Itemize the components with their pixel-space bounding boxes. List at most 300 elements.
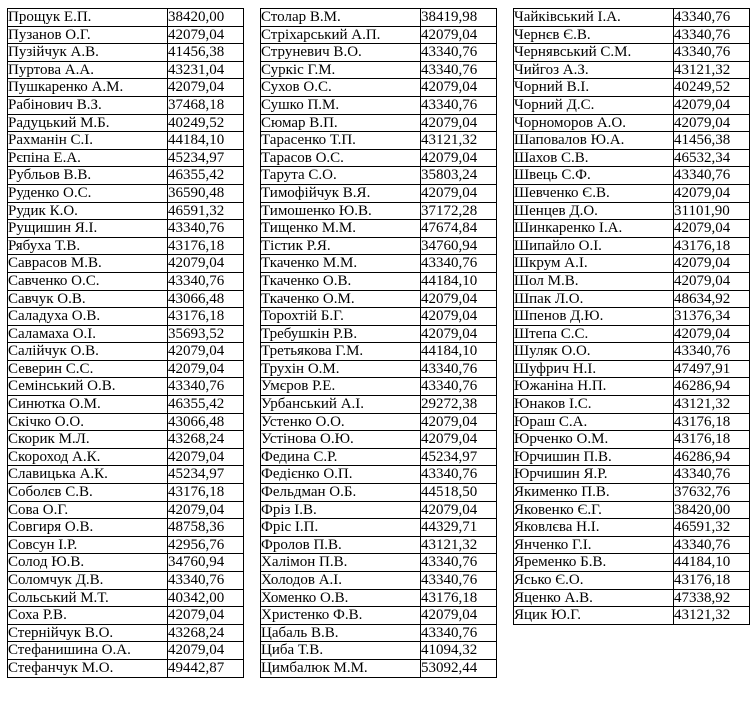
amount-cell: 41456,38 xyxy=(674,132,750,150)
table-row xyxy=(514,466,750,484)
amount-cell: 42079,04 xyxy=(674,114,750,132)
amount-cell: 46355,42 xyxy=(168,167,244,185)
table-row xyxy=(261,255,497,273)
table-row xyxy=(261,308,497,326)
amount-cell: 47674,84 xyxy=(421,220,497,238)
amount-cell: 44184,10 xyxy=(421,272,497,290)
salary-table-middle xyxy=(260,8,497,678)
person-name-cell: Фріз І.В. xyxy=(261,501,421,519)
amount-cell: 43176,18 xyxy=(168,484,244,502)
amount-cell: 42079,04 xyxy=(421,184,497,202)
table-row xyxy=(514,255,750,273)
amount-cell: 42079,04 xyxy=(421,325,497,343)
person-name-cell: Рудик К.О. xyxy=(8,202,168,220)
amount-cell: 42079,04 xyxy=(168,26,244,44)
amount-cell: 46286,94 xyxy=(674,378,750,396)
person-name-cell: Урбанський А.І. xyxy=(261,396,421,414)
table-row xyxy=(514,448,750,466)
person-name-cell: Стернійчук В.О. xyxy=(8,624,168,642)
table-row xyxy=(261,624,497,642)
person-name-cell: Саламаха О.І. xyxy=(8,325,168,343)
salary-table-middle-body xyxy=(261,9,497,678)
amount-cell: 42079,04 xyxy=(168,448,244,466)
salary-table-right xyxy=(513,8,750,625)
amount-cell: 42079,04 xyxy=(421,114,497,132)
table-row xyxy=(8,589,244,607)
amount-cell: 47497,91 xyxy=(674,360,750,378)
person-name-cell: Холодов А.І. xyxy=(261,572,421,590)
amount-cell: 35693,52 xyxy=(168,325,244,343)
table-row xyxy=(8,79,244,97)
person-name-cell: Чернєв Є.В. xyxy=(514,26,674,44)
amount-cell: 43176,18 xyxy=(168,308,244,326)
person-name-cell: Яковенко Є.Г. xyxy=(514,501,674,519)
amount-cell: 31101,90 xyxy=(674,202,750,220)
person-name-cell: Скічко О.О. xyxy=(8,413,168,431)
amount-cell: 42079,04 xyxy=(421,607,497,625)
table-row xyxy=(261,96,497,114)
person-name-cell: Шкрум А.І. xyxy=(514,255,674,273)
amount-cell: 42079,04 xyxy=(421,308,497,326)
amount-cell: 42079,04 xyxy=(421,413,497,431)
amount-cell: 42079,04 xyxy=(421,501,497,519)
amount-cell: 43340,76 xyxy=(421,44,497,62)
amount-cell: 45234,97 xyxy=(421,448,497,466)
table-row xyxy=(8,44,244,62)
amount-cell: 43176,18 xyxy=(674,237,750,255)
table-row xyxy=(261,519,497,537)
amount-cell: 43340,76 xyxy=(168,272,244,290)
amount-cell: 42079,04 xyxy=(168,79,244,97)
amount-cell: 43231,04 xyxy=(168,61,244,79)
table-row xyxy=(8,642,244,660)
person-name-cell: Сухов О.С. xyxy=(261,79,421,97)
amount-cell: 42079,04 xyxy=(168,607,244,625)
amount-cell: 40342,00 xyxy=(168,589,244,607)
amount-cell: 42956,76 xyxy=(168,536,244,554)
table-row xyxy=(8,448,244,466)
table-row xyxy=(514,484,750,502)
table-row xyxy=(514,9,750,27)
person-name-cell: Соломчук Д.В. xyxy=(8,572,168,590)
table-row xyxy=(261,607,497,625)
table-row xyxy=(261,554,497,572)
person-name-cell: Сова О.Г. xyxy=(8,501,168,519)
table-row xyxy=(8,501,244,519)
table-row xyxy=(8,290,244,308)
person-name-cell: Пуртова А.А. xyxy=(8,61,168,79)
amount-cell: 43340,76 xyxy=(421,255,497,273)
person-name-cell: Саладуха О.В. xyxy=(8,308,168,326)
amount-cell: 53092,44 xyxy=(421,659,497,677)
table-row xyxy=(514,132,750,150)
table-row xyxy=(261,448,497,466)
amount-cell: 43340,76 xyxy=(674,9,750,27)
table-row xyxy=(514,378,750,396)
table-row xyxy=(261,396,497,414)
person-name-cell: Рахманін С.І. xyxy=(8,132,168,150)
person-name-cell: Шевченко Є.В. xyxy=(514,184,674,202)
person-name-cell: Суркіс Г.М. xyxy=(261,61,421,79)
amount-cell: 43121,32 xyxy=(674,61,750,79)
person-name-cell: Христенко Ф.В. xyxy=(261,607,421,625)
table-row xyxy=(261,114,497,132)
amount-cell: 38420,00 xyxy=(168,9,244,27)
table-row xyxy=(8,466,244,484)
amount-cell: 44184,10 xyxy=(421,343,497,361)
amount-cell: 43176,18 xyxy=(168,237,244,255)
person-name-cell: Сюмар В.П. xyxy=(261,114,421,132)
person-name-cell: Радуцький М.Б. xyxy=(8,114,168,132)
table-row xyxy=(514,26,750,44)
amount-cell: 42079,04 xyxy=(168,343,244,361)
person-name-cell: Северин С.С. xyxy=(8,360,168,378)
amount-cell: 44184,10 xyxy=(674,554,750,572)
amount-cell: 37172,28 xyxy=(421,202,497,220)
person-name-cell: Ткаченко О.В. xyxy=(261,272,421,290)
person-name-cell: Чернявський С.М. xyxy=(514,44,674,62)
table-row xyxy=(8,343,244,361)
table-row xyxy=(8,413,244,431)
amount-cell: 38420,00 xyxy=(674,501,750,519)
amount-cell: 38419,98 xyxy=(421,9,497,27)
person-name-cell: Стефанишина О.А. xyxy=(8,642,168,660)
person-name-cell: Чорний Д.С. xyxy=(514,96,674,114)
table-row xyxy=(261,79,497,97)
amount-cell: 43340,76 xyxy=(421,624,497,642)
amount-cell: 42079,04 xyxy=(168,255,244,273)
person-name-cell: Шинкаренко І.А. xyxy=(514,220,674,238)
person-name-cell: Стефанчук М.О. xyxy=(8,659,168,677)
table-row xyxy=(8,659,244,677)
table-row xyxy=(261,132,497,150)
person-name-cell: Штепа С.С. xyxy=(514,325,674,343)
person-name-cell: Устенко О.О. xyxy=(261,413,421,431)
amount-cell: 43121,32 xyxy=(421,536,497,554)
person-name-cell: Яременко Б.В. xyxy=(514,554,674,572)
person-name-cell: Шаповалов Ю.А. xyxy=(514,132,674,150)
table-row xyxy=(514,308,750,326)
table-row xyxy=(261,378,497,396)
amount-cell: 42079,04 xyxy=(421,26,497,44)
table-row xyxy=(261,44,497,62)
person-name-cell: Пушкаренко А.М. xyxy=(8,79,168,97)
amount-cell: 41094,32 xyxy=(421,642,497,660)
amount-cell: 42079,04 xyxy=(168,360,244,378)
person-name-cell: Юрчишин Я.Р. xyxy=(514,466,674,484)
person-name-cell: Сушко П.М. xyxy=(261,96,421,114)
person-name-cell: Чийгоз А.З. xyxy=(514,61,674,79)
table-row xyxy=(8,9,244,27)
amount-cell: 43066,48 xyxy=(168,290,244,308)
person-name-cell: Славицька А.К. xyxy=(8,466,168,484)
person-name-cell: Хоменко О.В. xyxy=(261,589,421,607)
person-name-cell: Саврасов М.В. xyxy=(8,255,168,273)
person-name-cell: Совсун І.Р. xyxy=(8,536,168,554)
table-row xyxy=(8,61,244,79)
table-row xyxy=(261,589,497,607)
table-row xyxy=(261,466,497,484)
person-name-cell: Стріхарський А.П. xyxy=(261,26,421,44)
amount-cell: 43340,76 xyxy=(674,26,750,44)
salary-table-left-body xyxy=(8,9,244,678)
amount-cell: 36590,48 xyxy=(168,184,244,202)
table-row xyxy=(8,624,244,642)
person-name-cell: Юрченко О.М. xyxy=(514,431,674,449)
amount-cell: 43340,76 xyxy=(421,466,497,484)
amount-cell: 45234,97 xyxy=(168,149,244,167)
amount-cell: 40249,52 xyxy=(674,79,750,97)
table-row xyxy=(261,220,497,238)
table-row xyxy=(8,237,244,255)
table-row xyxy=(8,431,244,449)
table-row xyxy=(514,343,750,361)
table-row xyxy=(261,61,497,79)
amount-cell: 48758,36 xyxy=(168,519,244,537)
person-name-cell: Тимошенко Ю.В. xyxy=(261,202,421,220)
person-name-cell: Рубльов В.В. xyxy=(8,167,168,185)
amount-cell: 42079,04 xyxy=(421,290,497,308)
person-name-cell: Сольський М.Т. xyxy=(8,589,168,607)
person-name-cell: Соха Р.В. xyxy=(8,607,168,625)
person-name-cell: Шенцев Д.О. xyxy=(514,202,674,220)
person-name-cell: Чорний В.І. xyxy=(514,79,674,97)
amount-cell: 43121,32 xyxy=(674,396,750,414)
table-row xyxy=(514,96,750,114)
amount-cell: 47338,92 xyxy=(674,589,750,607)
table-row xyxy=(514,360,750,378)
person-name-cell: Шипайло О.І. xyxy=(514,237,674,255)
amount-cell: 40249,52 xyxy=(168,114,244,132)
person-name-cell: Швець С.Ф. xyxy=(514,167,674,185)
table-row xyxy=(261,501,497,519)
table-row xyxy=(514,167,750,185)
person-name-cell: Фролов П.В. xyxy=(261,536,421,554)
amount-cell: 43268,24 xyxy=(168,624,244,642)
amount-cell: 46591,32 xyxy=(168,202,244,220)
table-row xyxy=(514,589,750,607)
amount-cell: 44184,10 xyxy=(168,132,244,150)
person-name-cell: Фельдман О.Б. xyxy=(261,484,421,502)
table-row xyxy=(261,26,497,44)
person-name-cell: Трухін О.М. xyxy=(261,360,421,378)
person-name-cell: Цимбалюк М.М. xyxy=(261,659,421,677)
salary-table-left xyxy=(7,8,244,678)
amount-cell: 42079,04 xyxy=(168,642,244,660)
amount-cell: 43340,76 xyxy=(168,378,244,396)
amount-cell: 43340,76 xyxy=(674,536,750,554)
amount-cell: 46591,32 xyxy=(674,519,750,537)
table-row xyxy=(261,202,497,220)
person-name-cell: Яценко А.В. xyxy=(514,589,674,607)
person-name-cell: Салійчук О.В. xyxy=(8,343,168,361)
amount-cell: 43066,48 xyxy=(168,413,244,431)
amount-cell: 44329,71 xyxy=(421,519,497,537)
salary-table-right-body xyxy=(514,9,750,625)
table-row xyxy=(514,501,750,519)
table-row xyxy=(8,202,244,220)
person-name-cell: Струневич В.О. xyxy=(261,44,421,62)
table-row xyxy=(8,484,244,502)
amount-cell: 43340,76 xyxy=(421,572,497,590)
table-row xyxy=(514,413,750,431)
person-name-cell: Яковлєва Н.І. xyxy=(514,519,674,537)
person-name-cell: Шуляк О.О. xyxy=(514,343,674,361)
person-name-cell: Федина С.Р. xyxy=(261,448,421,466)
person-name-cell: Рабінович В.З. xyxy=(8,96,168,114)
table-row xyxy=(514,325,750,343)
person-name-cell: Шуфрич Н.І. xyxy=(514,360,674,378)
person-name-cell: Савченко О.С. xyxy=(8,272,168,290)
person-name-cell: Фріс І.П. xyxy=(261,519,421,537)
person-name-cell: Семінський О.В. xyxy=(8,378,168,396)
table-row xyxy=(261,290,497,308)
table-row xyxy=(261,343,497,361)
amount-cell: 48634,92 xyxy=(674,290,750,308)
table-row xyxy=(514,149,750,167)
table-row xyxy=(261,237,497,255)
table-row xyxy=(261,413,497,431)
amount-cell: 43340,76 xyxy=(421,554,497,572)
table-row xyxy=(8,396,244,414)
person-name-cell: Шахов С.В. xyxy=(514,149,674,167)
amount-cell: 42079,04 xyxy=(421,431,497,449)
amount-cell: 42079,04 xyxy=(674,220,750,238)
table-row xyxy=(514,519,750,537)
amount-cell: 43340,76 xyxy=(674,466,750,484)
person-name-cell: Торохтій Б.Г. xyxy=(261,308,421,326)
table-row xyxy=(8,360,244,378)
person-name-cell: Якименко П.В. xyxy=(514,484,674,502)
person-name-cell: Юраш С.А. xyxy=(514,413,674,431)
table-row xyxy=(514,202,750,220)
table-row xyxy=(8,325,244,343)
table-row xyxy=(514,79,750,97)
amount-cell: 37632,76 xyxy=(674,484,750,502)
person-name-cell: Ясько Є.О. xyxy=(514,572,674,590)
person-name-cell: Умєров Р.Е. xyxy=(261,378,421,396)
amount-cell: 43340,76 xyxy=(674,44,750,62)
table-row xyxy=(261,536,497,554)
table-row xyxy=(514,272,750,290)
table-row xyxy=(261,642,497,660)
person-name-cell: Рущишин Я.І. xyxy=(8,220,168,238)
table-row xyxy=(261,167,497,185)
table-row xyxy=(514,114,750,132)
table-row xyxy=(8,519,244,537)
person-name-cell: Чайківський І.А. xyxy=(514,9,674,27)
table-row xyxy=(261,9,497,27)
salary-tables-container xyxy=(7,8,748,678)
table-row xyxy=(261,484,497,502)
person-name-cell: Рєпіна Е.А. xyxy=(8,149,168,167)
table-row xyxy=(8,220,244,238)
person-name-cell: Пузанов О.Г. xyxy=(8,26,168,44)
amount-cell: 45234,97 xyxy=(168,466,244,484)
table-row xyxy=(514,184,750,202)
amount-cell: 43340,76 xyxy=(421,61,497,79)
person-name-cell: Цабаль В.В. xyxy=(261,624,421,642)
amount-cell: 42079,04 xyxy=(674,96,750,114)
table-row xyxy=(514,237,750,255)
person-name-cell: Совгиря О.В. xyxy=(8,519,168,537)
amount-cell: 37468,18 xyxy=(168,96,244,114)
table-row xyxy=(8,272,244,290)
person-name-cell: Тимофійчук В.Я. xyxy=(261,184,421,202)
person-name-cell: Рябуха Т.В. xyxy=(8,237,168,255)
table-row xyxy=(8,149,244,167)
person-name-cell: Циба Т.В. xyxy=(261,642,421,660)
amount-cell: 42079,04 xyxy=(674,184,750,202)
table-row xyxy=(261,572,497,590)
amount-cell: 43176,18 xyxy=(674,413,750,431)
amount-cell: 43176,18 xyxy=(674,572,750,590)
table-row xyxy=(8,308,244,326)
person-name-cell: Ткаченко М.М. xyxy=(261,255,421,273)
amount-cell: 42079,04 xyxy=(674,325,750,343)
amount-cell: 46355,42 xyxy=(168,396,244,414)
table-row xyxy=(261,325,497,343)
amount-cell: 34760,94 xyxy=(421,237,497,255)
table-row xyxy=(8,184,244,202)
amount-cell: 31376,34 xyxy=(674,308,750,326)
table-row xyxy=(261,272,497,290)
amount-cell: 42079,04 xyxy=(674,255,750,273)
person-name-cell: Юрчишин П.В. xyxy=(514,448,674,466)
table-row xyxy=(261,431,497,449)
amount-cell: 43176,18 xyxy=(421,589,497,607)
person-name-cell: Ткаченко О.М. xyxy=(261,290,421,308)
amount-cell: 43176,18 xyxy=(674,431,750,449)
table-row xyxy=(8,167,244,185)
table-row xyxy=(8,607,244,625)
amount-cell: 42079,04 xyxy=(421,149,497,167)
amount-cell: 43340,76 xyxy=(421,378,497,396)
amount-cell: 35803,24 xyxy=(421,167,497,185)
table-row xyxy=(514,44,750,62)
table-row xyxy=(514,536,750,554)
table-row xyxy=(8,554,244,572)
person-name-cell: Южаніна Н.П. xyxy=(514,378,674,396)
amount-cell: 49442,87 xyxy=(168,659,244,677)
table-row xyxy=(514,554,750,572)
person-name-cell: Скороход А.К. xyxy=(8,448,168,466)
amount-cell: 34760,94 xyxy=(168,554,244,572)
amount-cell: 43340,76 xyxy=(421,96,497,114)
person-name-cell: Яцик Ю.Г. xyxy=(514,607,674,625)
table-row xyxy=(8,114,244,132)
person-name-cell: Требушкін Р.В. xyxy=(261,325,421,343)
amount-cell: 43340,76 xyxy=(674,343,750,361)
amount-cell: 46532,34 xyxy=(674,149,750,167)
table-row xyxy=(261,360,497,378)
person-name-cell: Шпак Л.О. xyxy=(514,290,674,308)
table-row xyxy=(514,396,750,414)
person-name-cell: Шол М.В. xyxy=(514,272,674,290)
person-name-cell: Юнаков І.С. xyxy=(514,396,674,414)
table-row xyxy=(514,607,750,625)
person-name-cell: Тарута С.О. xyxy=(261,167,421,185)
person-name-cell: Руденко О.С. xyxy=(8,184,168,202)
table-row xyxy=(8,132,244,150)
table-row xyxy=(8,255,244,273)
amount-cell: 43340,76 xyxy=(674,167,750,185)
table-row xyxy=(8,26,244,44)
person-name-cell: Соболєв С.В. xyxy=(8,484,168,502)
person-name-cell: Скорик М.Л. xyxy=(8,431,168,449)
amount-cell: 29272,38 xyxy=(421,396,497,414)
person-name-cell: Тищенко М.М. xyxy=(261,220,421,238)
